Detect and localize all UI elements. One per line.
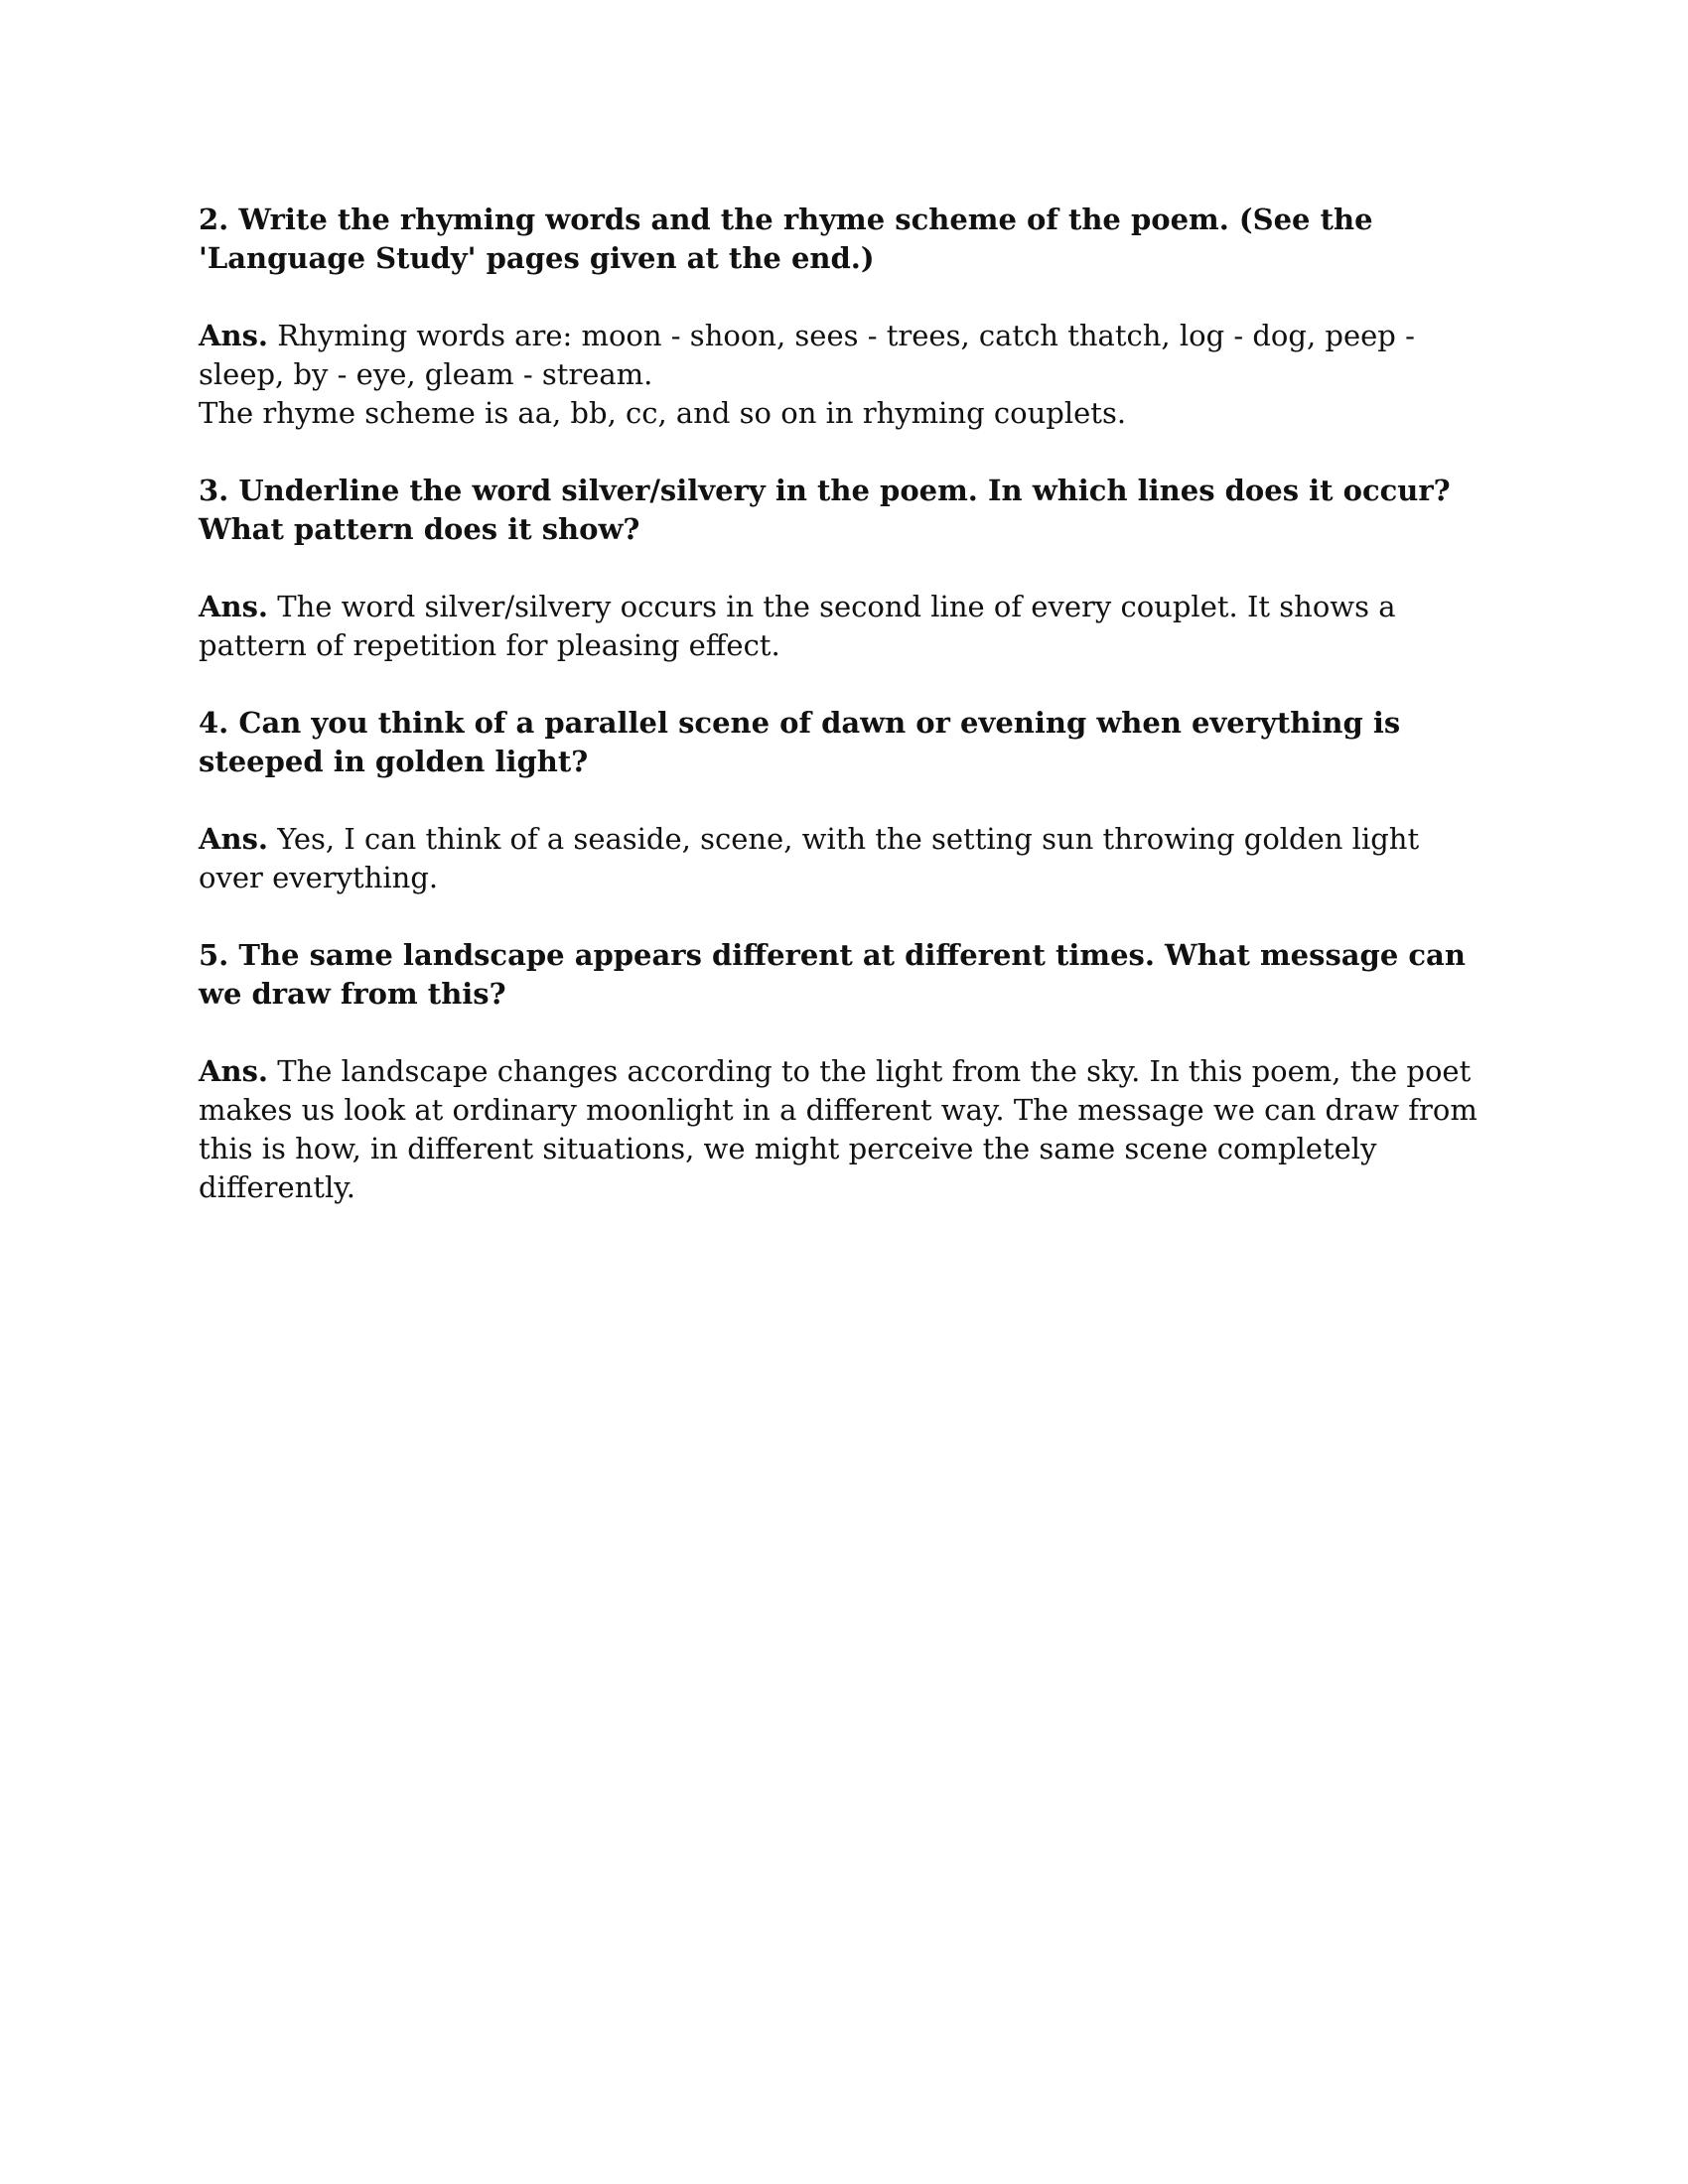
answer-4-text [199,820,1489,897]
question-3: 3. Underline the word silver/silvery in the poem. In which lines does it occur? What pattern does it show? [199,474,1451,546]
answer-2-extra: The rhyme scheme is aa, bb, cc, and so on in rhyming couplets. [199,396,1127,430]
answer-label: Ans. [199,1054,269,1088]
answer-4-body: Yes, I can think of a seaside, scene, with the setting sun throwing golden light over everything. [199,822,1420,894]
answer-3-text [199,588,1489,665]
answer-label: Ans. [199,822,269,856]
qa-content [199,201,1489,1246]
answer-label: Ans. [199,590,269,623]
answer-3-body: The word silver/silvery occurs in the second line of every couplet. It shows a pattern of repetition for pleasing effect. [199,590,1396,662]
question-4: 4. Can you think of a parallel scene of dawn or evening when everything is steeped in golden light? [199,706,1401,778]
answer-4 [199,820,1489,897]
answer-label: Ans. [199,319,269,352]
answer-2-body: Rhyming words are: moon - shoon, sees - trees, catch thatch, log - dog, peep - sleep, by - eye, gleam - stream. [199,319,1415,391]
answer-5 [199,1052,1489,1207]
answer-3 [199,588,1489,665]
question-2: 2. Write the rhyming words and the rhyme scheme of the poem. (See the 'Language Study' pages given at the end.) [199,203,1373,275]
answer-5-body: The landscape changes according to the light from the sky. In this poem, the poet makes us look at ordinary moonlight in a different way. The message we can draw from this is how, in different situations, we might perceive the same scene completely differently. [199,1054,1477,1204]
question-5: 5. The same landscape appears different at different times. What message can we draw from this? [199,938,1466,1011]
answer-5-text [199,1052,1489,1207]
answer-2-text [199,317,1489,394]
answer-2 [199,317,1489,433]
